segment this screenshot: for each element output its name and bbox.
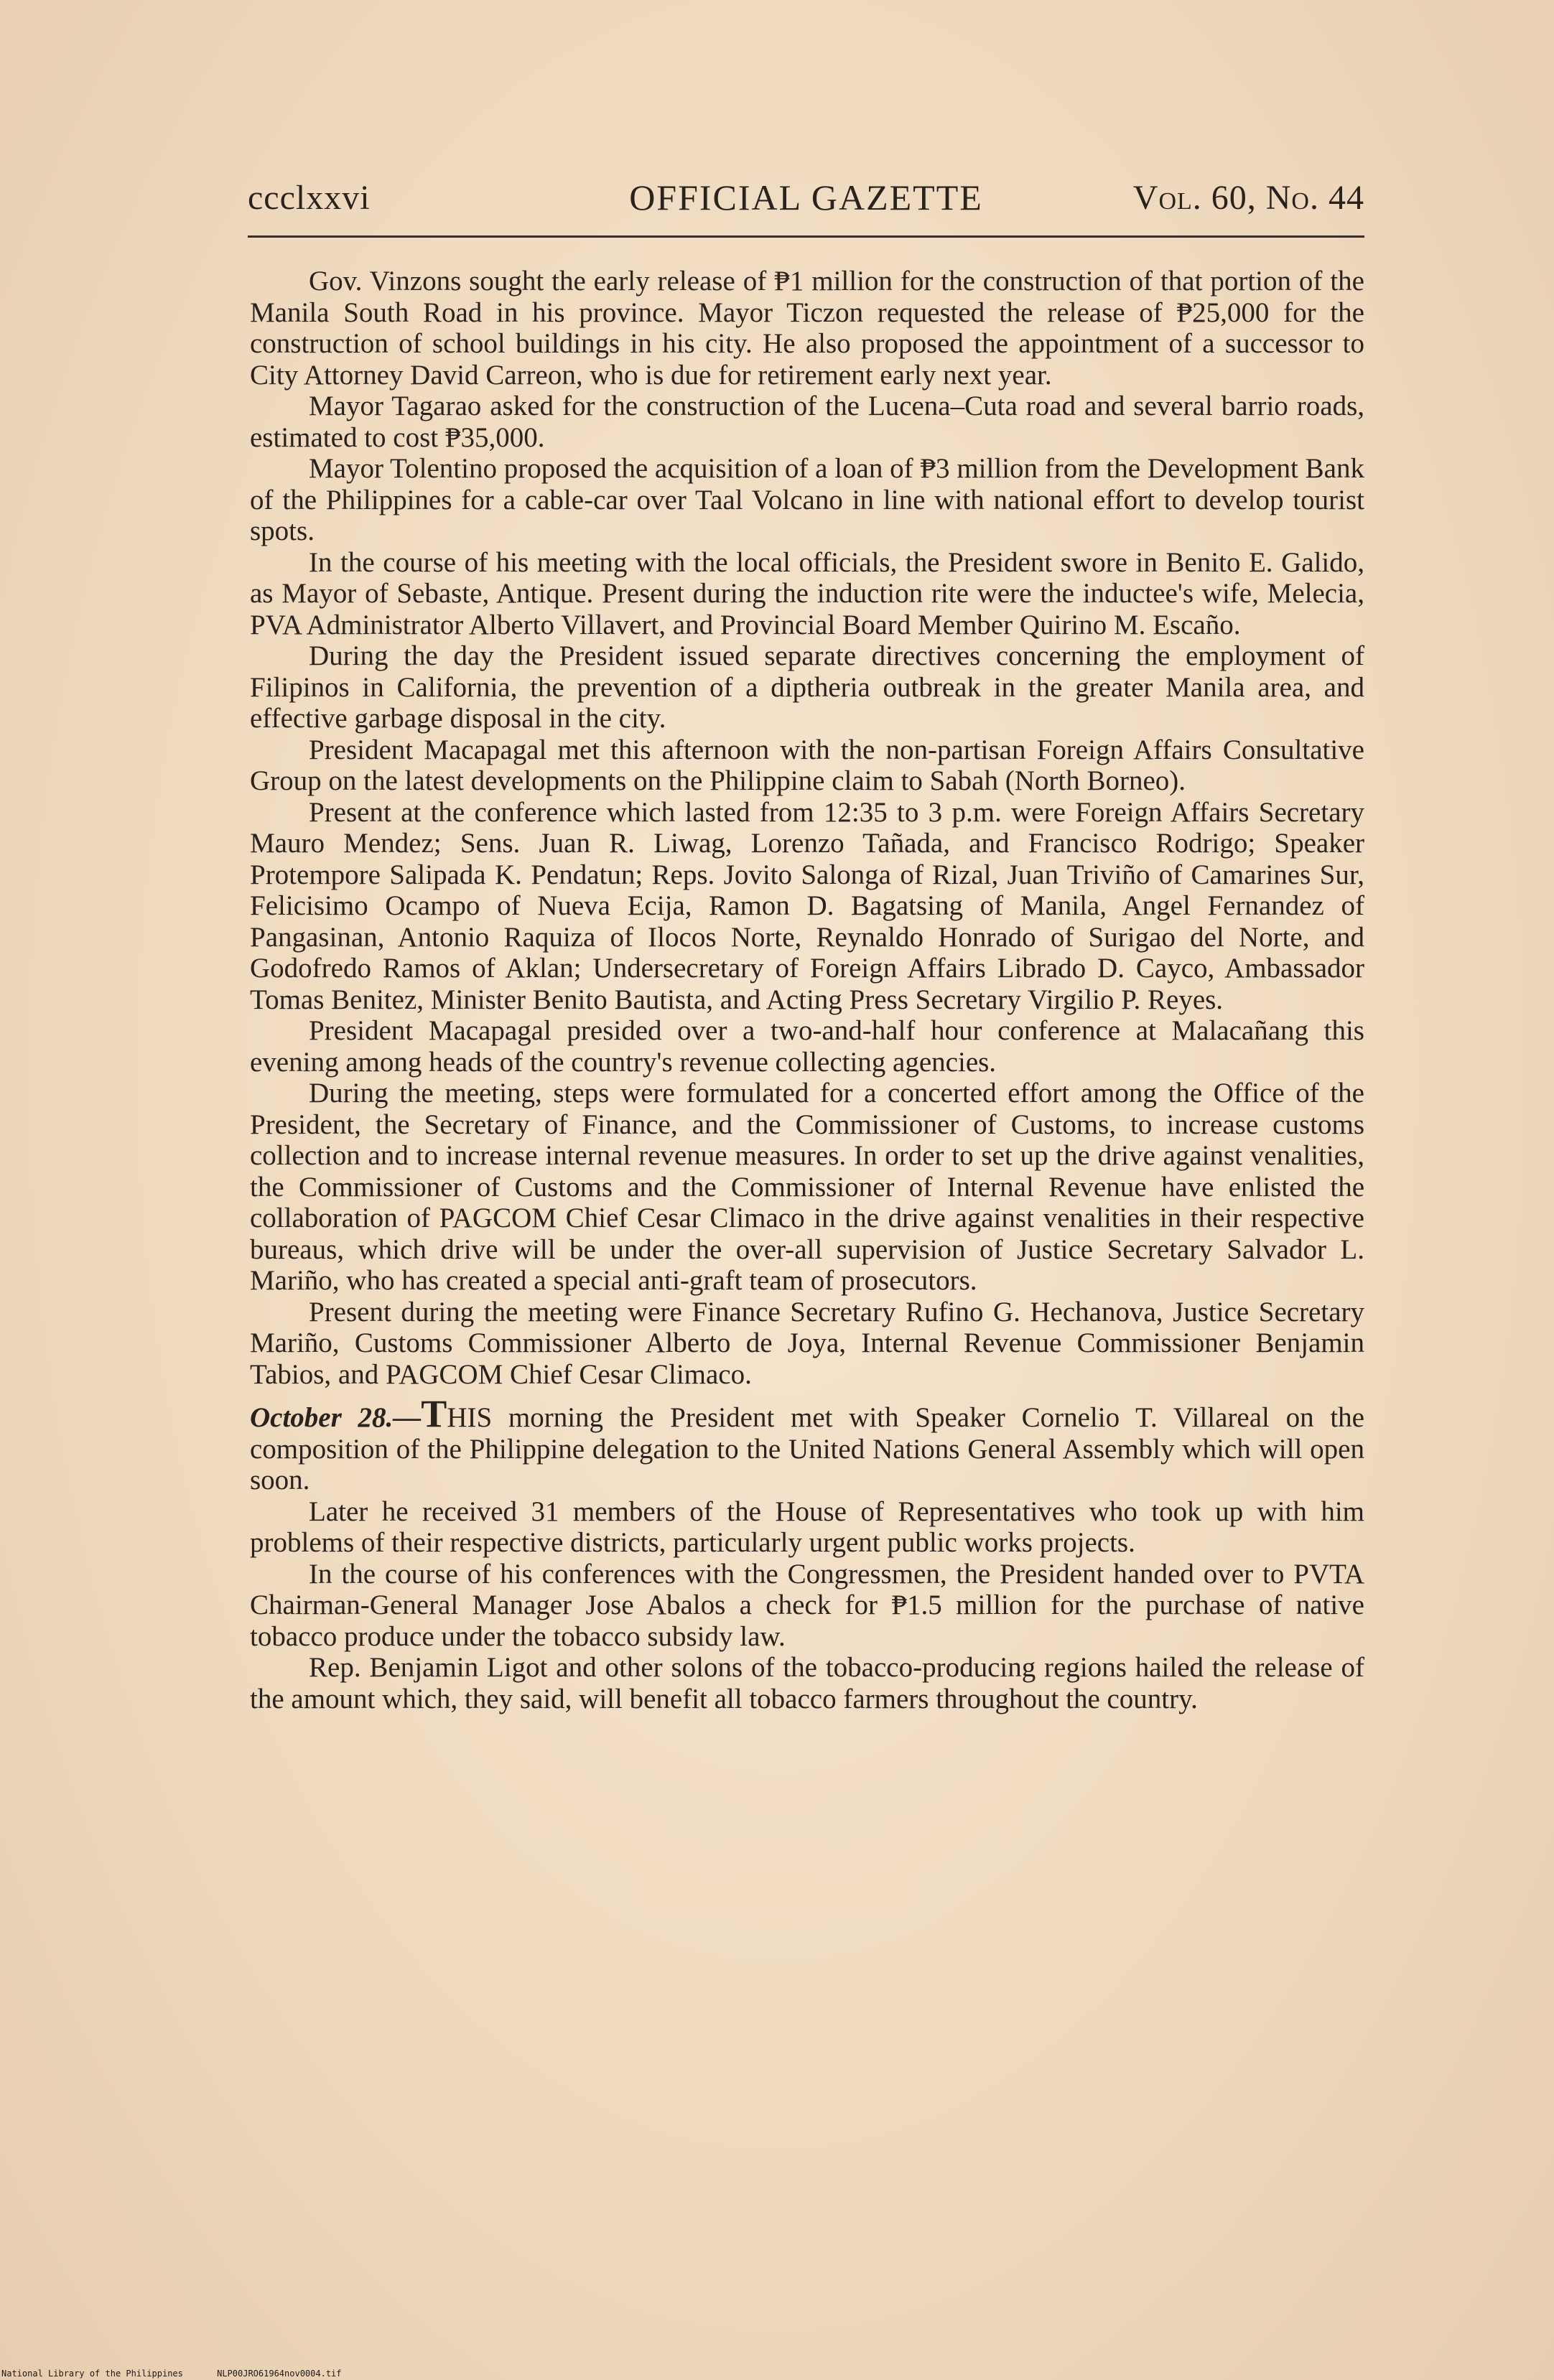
- paragraph: Mayor Tolentino proposed the acquisition of a loan of ₱3 million from the Development Bank of the Philippines for a cable-car over Taal Volcano in line with national effort to develop tourist spots.: [250, 453, 1364, 546]
- paragraph: President Macapagal presided over a two-and-half hour conference at Malacañang this evening among heads of the country's revenue collecting agencies.: [250, 1015, 1364, 1078]
- article-body: [250, 266, 1364, 1714]
- entry-text: HIS morning the President met with Speaker Cornelio T. Villareal on the composition of the Philippine delegation to the United Nations General Assembly which will open soon.: [250, 1402, 1364, 1495]
- scan-footer: [1, 2369, 371, 2379]
- paragraph: During the day the President issued separate directives concerning the employment of Filipinos in California, the prevention of a diptheria outbreak in the greater Manila area, and effective garbage disposal in the city.: [250, 640, 1364, 734]
- publication-title: OFFICIAL GAZETTE: [629, 177, 983, 218]
- paragraph: Mayor Tagarao asked for the construction of the Lucena–Cuta road and several barrio roads, estimated to cost ₱35,000.: [250, 391, 1364, 453]
- header-rule: [248, 235, 1364, 238]
- paragraph: Later he received 31 members of the House of Representatives who took up with him problems of their respective districts, particularly urgent public works projects.: [250, 1495, 1364, 1558]
- paragraph: In the course of his meeting with the local officials, the President swore in Benito E. Galido, as Mayor of Sebaste, Antique. Present during the induction rite were the inductee's wife, Melecia, PVA Administrator Alberto Villavert, and Provincial Board Member Quirino M. Escaño.: [250, 546, 1364, 640]
- paragraph: Present at the conference which lasted from 12:35 to 3 p.m. were Foreign Affairs Secretary Mauro Mendez; Sens. Juan R. Liwag, Lorenzo Tañada, and Francisco Rodrigo; Speaker Protempore Salipada K. Pendatun; Reps. Jovito Salonga of Rizal, Juan Triviño of Camarines Sur, Felicisimo Ocampo of Nueva Ecija, Ramon D. Bagatsing of Manila, Angel Fernandez of Pangasinan, Antonio Raquiza of Ilocos Norte, Reynaldo Honrado of Surigao del Norte, and Godofredo Ramos of Aklan; Undersecretary of Foreign Affairs Librado D. Cayco, Ambassador Tomas Benitez, Minister Benito Bautista, and Acting Press Secretary Virgilio P. Reyes.: [250, 796, 1364, 1015]
- running-head: [248, 171, 1364, 221]
- library-credit: National Library of the Philippines: [1, 2369, 183, 2379]
- paragraph: Gov. Vinzons sought the early release of ₱1 million for the construction of that portion of the Manila South Road in his province. Mayor Ticzon requested the release of ₱25,000 for the construction of school buildings in his city. He also proposed the appointment of a successor to City Attorney David Carreon, who is due for retirement early next year.: [250, 266, 1364, 391]
- paragraph: Rep. Benjamin Ligot and other solons of the tobacco-producing regions hailed the release of the amount which, they said, will benefit all tobacco farmers throughout the country.: [250, 1652, 1364, 1714]
- paragraph: In the course of his conferences with the Congressmen, the President handed over to PVTA Chairman-General Manager Jose Abalos a check for ₱1.5 million for the purchase of native tobacco produce under the tobacco subsidy law.: [250, 1558, 1364, 1652]
- october-28-entry: [250, 1392, 1364, 1496]
- drop-cap: T: [421, 1392, 447, 1435]
- paragraph: During the meeting, steps were formulated for a concerted effort among the Office of the President, the Secretary of Finance, and the Commissioner of Customs, to increase customs collection and to increase internal revenue measures. In order to set up the drive against venalities, the Commissioner of Customs and the Commissioner of Internal Revenue have enlisted the collaboration of PAGCOM Chief Cesar Climaco in the drive against venalities in their respective bureaus, which drive will be under the over-all supervision of Justice Secretary Salvador L. Mariño, who has created a special anti-graft team of prosecutors.: [250, 1078, 1364, 1296]
- paragraph: President Macapagal met this afternoon with the non-partisan Foreign Affairs Consultative Group on the latest developments on the Philippine claim to Sabah (North Borneo).: [250, 734, 1364, 796]
- volume-number: Vol. 60, No. 44: [1132, 179, 1364, 217]
- scan-filename: NLP00JRO61964nov0004.tif: [217, 2369, 342, 2379]
- page-folio: ccclxxvi: [248, 179, 371, 217]
- paragraph: Present during the meeting were Finance Secretary Rufino G. Hechanova, Justice Secretary Mariño, Customs Commissioner Alberto de Joya, Internal Revenue Commissioner Benjamin Tabios, and PAGCOM Chief Cesar Climaco.: [250, 1296, 1364, 1390]
- dateline: October 28.—: [250, 1402, 422, 1433]
